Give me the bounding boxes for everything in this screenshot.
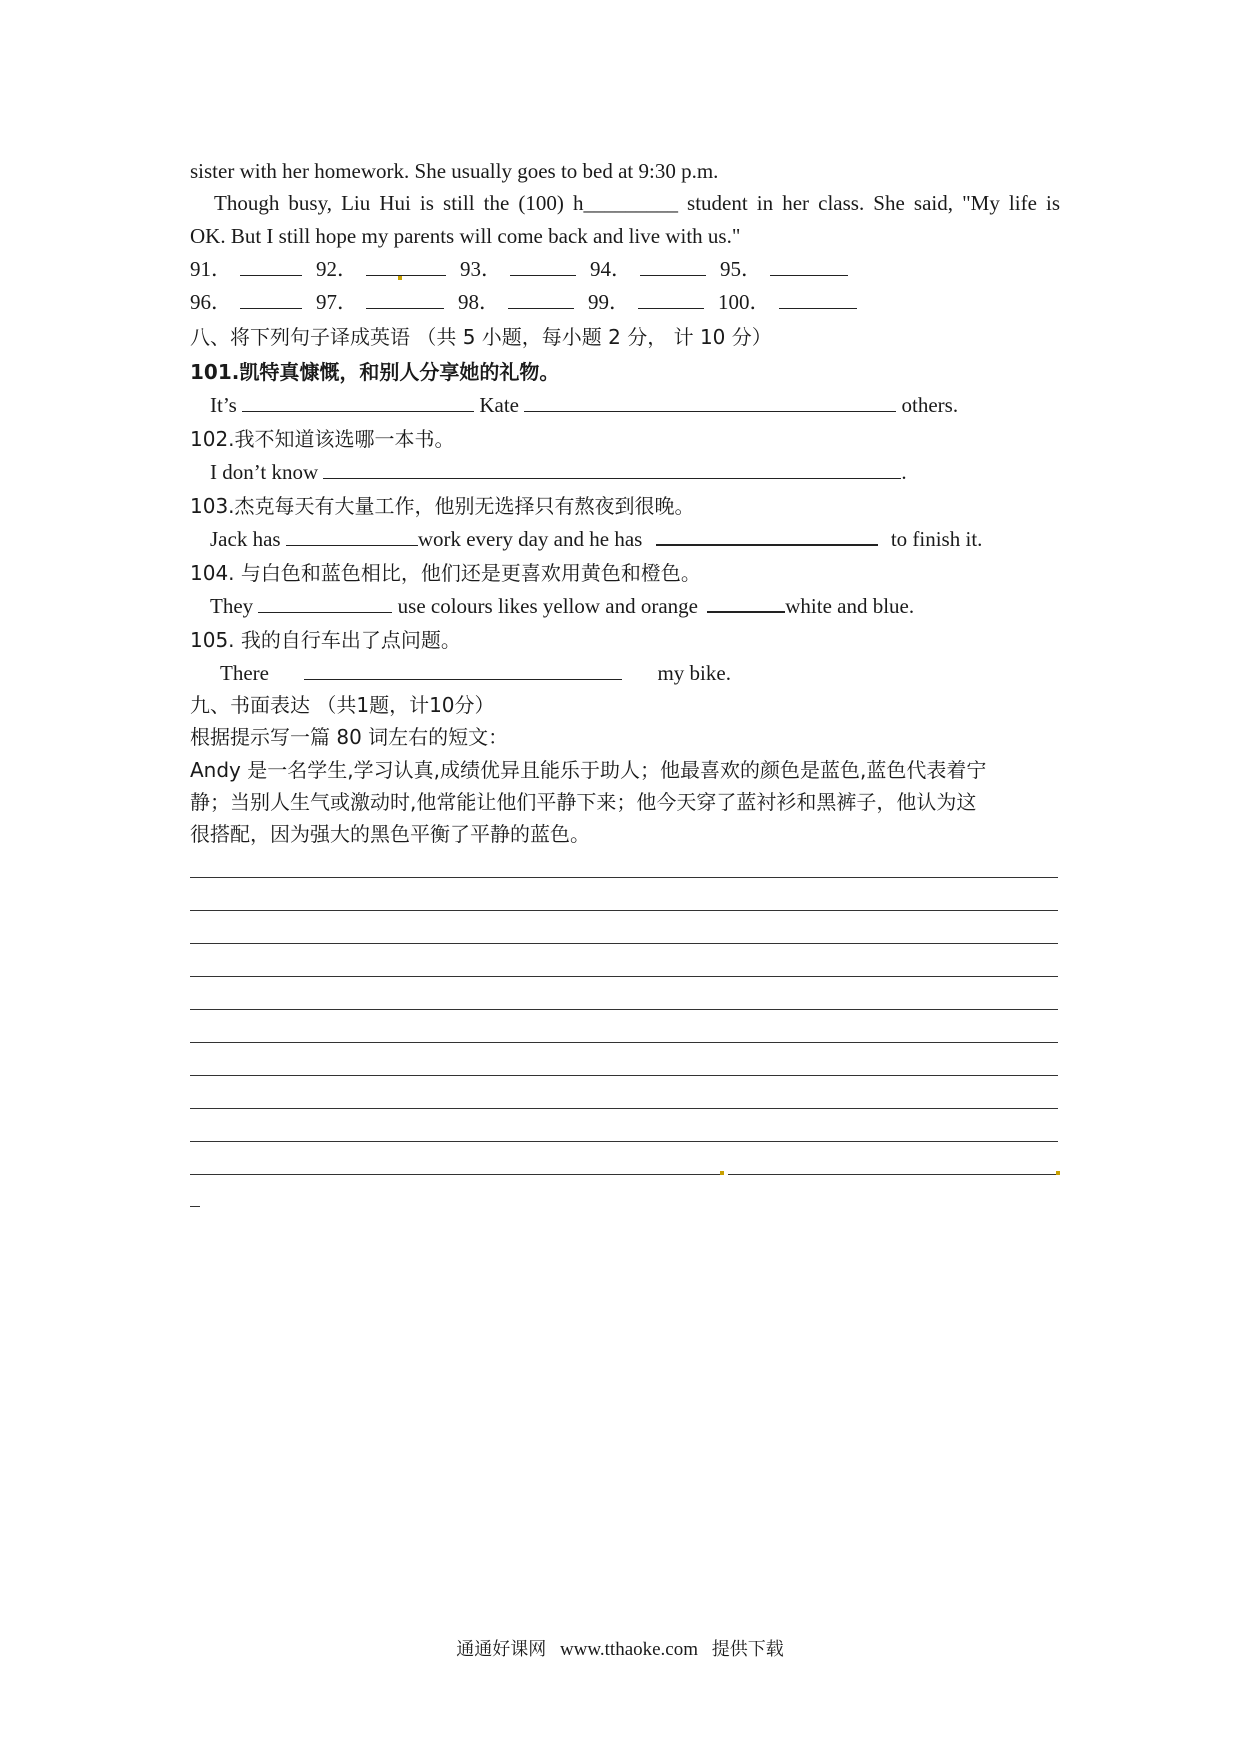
answer-95[interactable]: 95． [720, 254, 848, 284]
writing-line[interactable] [190, 1075, 1058, 1076]
writing-line[interactable] [190, 1174, 720, 1175]
section9-prompt-line-1: Andy 是一名学生,学习认真,成绩优异且能乐于助人；他最喜欢的颜色是蓝色,蓝色代表着宁 [190, 758, 987, 782]
writing-line[interactable] [190, 1141, 1058, 1142]
passage-line-2: Though busy, Liu Hui is still the (100) h_________ student in her class. She said, "My life is [214, 191, 1060, 215]
section9-instruction: 根据提示写一篇 80 词左右的短文： [190, 725, 509, 749]
section9-heading: 九、书面表达 （共1题，计10分） [190, 693, 495, 717]
answer-91[interactable]: 91． [190, 254, 302, 284]
answer-row-1 [190, 254, 1060, 284]
footer [0, 1635, 1240, 1661]
answer-97[interactable]: 97． [316, 287, 444, 317]
section9-prompt-line-3: 很搭配，因为强大的黑色平衡了平静的蓝色。 [190, 822, 590, 846]
answer-row-2 [190, 287, 1060, 317]
footer-site-name: 通通好课网 [456, 1639, 547, 1660]
answer-94[interactable]: 94． [590, 254, 706, 284]
q101-prompt: 101.凯特真慷慨，和别人分享她的礼物。 [190, 360, 560, 384]
q103-answer-line: Jack has work every day and he has to finish it. [210, 524, 1080, 554]
writing-line[interactable] [190, 1108, 1058, 1109]
writing-line[interactable] [190, 1042, 1058, 1043]
answer-93[interactable]: 93． [460, 254, 576, 284]
passage-line-3: OK. But I still hope my parents will come back and live with us." [190, 224, 741, 248]
q102-prompt: 102.我不知道该选哪一本书。 [190, 427, 455, 451]
q104-blank-1[interactable] [258, 592, 392, 613]
edit-mark [398, 276, 402, 280]
q105-prompt: 105. 我的自行车出了点问题。 [190, 628, 461, 652]
writing-line[interactable] [190, 1009, 1058, 1010]
q105-answer-line: There my bike. [220, 661, 731, 685]
writing-line[interactable] [190, 976, 1058, 977]
answer-92[interactable]: 92． [316, 254, 446, 284]
footer-suffix: 提供下载 [711, 1639, 784, 1660]
q101-answer-line: It’s Kate others. [210, 393, 959, 417]
edit-mark [720, 1171, 724, 1175]
q103-prompt: 103.杰克每天有大量工作，他别无选择只有熬夜到很晚。 [190, 494, 695, 518]
q105-blank[interactable] [304, 659, 622, 680]
answer-96[interactable]: 96． [190, 287, 302, 317]
section9-prompt-line-2: 静；当别人生气或激动时,他常能让他们平静下来；他今天穿了蓝衬衫和黑裤子，他认为这 [190, 790, 977, 814]
q101-blank-2[interactable] [524, 391, 896, 412]
q104-answer-line: They use colours likes yellow and orange white and blue. [210, 591, 1080, 621]
q101-blank-1[interactable] [242, 391, 474, 412]
footer-url[interactable]: www.tthaoke.com [559, 1639, 699, 1660]
answer-99[interactable]: 99． [588, 287, 704, 317]
writing-line[interactable] [190, 877, 1058, 878]
q102-blank[interactable] [323, 458, 901, 479]
q103-blank-1[interactable] [286, 525, 418, 546]
q104-prompt: 104. 与白色和蓝色相比，他们还是更喜欢用黄色和橙色。 [190, 561, 701, 585]
writing-line[interactable] [190, 943, 1058, 944]
q103-blank-2[interactable] [656, 524, 878, 546]
writing-line[interactable] [190, 910, 1058, 911]
passage-line-1: sister with her homework. She usually goes to bed at 9:30 p.m. [190, 159, 719, 183]
writing-line[interactable] [728, 1174, 1058, 1175]
answer-100[interactable]: 100． [718, 287, 857, 317]
section8-heading: 八、将下列句子译成英语 （共 5 小题，每小题 2 分， 计 10 分） [190, 325, 772, 349]
q104-blank-2[interactable] [707, 591, 785, 613]
q102-answer-line: I don’t know . [210, 460, 907, 484]
stray-dash [190, 1206, 200, 1207]
answer-98[interactable]: 98． [458, 287, 574, 317]
edit-mark [1056, 1171, 1060, 1175]
